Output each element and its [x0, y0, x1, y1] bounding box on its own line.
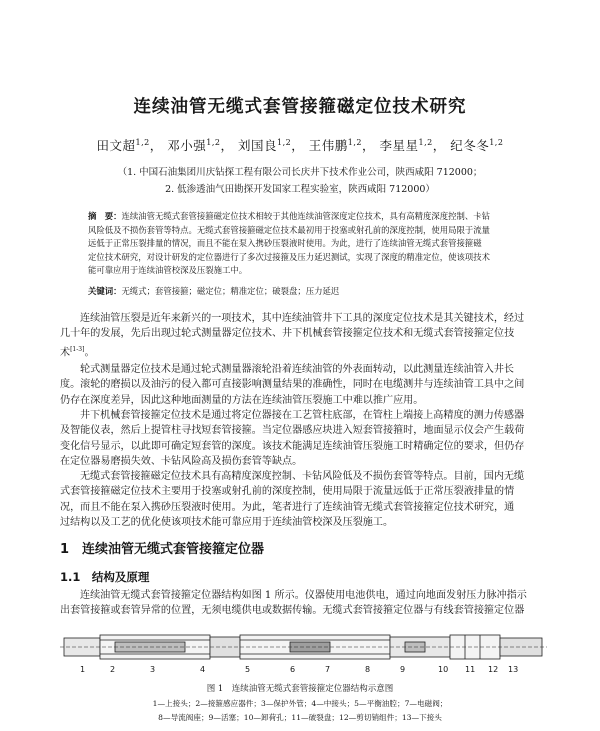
figure-part-number: 5: [245, 665, 251, 674]
paper-title: 连续油管无缆式套管接箍磁定位技术研究: [133, 97, 467, 117]
figure-part-number: 12: [488, 665, 499, 674]
abstract-line: 能可靠应用于连续油管校深及压裂施工中。: [88, 265, 248, 276]
affiliation-line: （1. 中国石油集团川庆钻探工程有限公司长庆井下技术作业公司，陕西咸阳 712000；: [117, 167, 483, 178]
figure-part-number: 9: [400, 665, 406, 674]
body-paragraph: 无缆式套管接箍磁定位技术具有高精度深度控制、卡钻风险低及不损伤套管等特点。目前，国内无缆 式套管接箍磁定位技术主要用于投塞或射孔前的深度控制，使用局限于流量远低于正常压裂液排量的情 况，而且不能在泵入携砂压裂液时使用。为此，笔者进行了连续油管无缆式套管接箍定位技术研究，通 过结构以及工艺的优化使该项技术能可靠应用于连续油管校深及压裂施工。: [60, 471, 525, 529]
figure-part-number: 11: [465, 665, 476, 674]
abstract-line: 远低于正常压裂排量的情况，而且不能在泵入携砂压裂液时使用。为此，进行了连续油管无缆式套管接箍磁: [88, 238, 482, 249]
abstract-line: 风险低及不损伤套管等特点。无缆式套管接箍磁定位技术最初用于投塞或射孔前的深度控制，使用局限于流量: [88, 224, 490, 235]
author-list: 田文超$^{1,2}$， 邓小强$^{1,2}$， 刘国良$^{1,2}$， 王伟鹏$^{1,2}$， 李星星$^{1,2}$， 纪冬冬$^{1,2}$: [96, 137, 504, 153]
body-paragraph: 轮式测量器定位技术是通过轮式测量器滚轮沿着连续油管的外表面转动，以此测量连续油管入井长 度。滚轮的磨损以及油污的侵入都可直接影响测量结果的准确性，同时在电缆测井与连续油管工具中之间 仍存在深度差异，因此这种地面测量的方法在连续油管压裂施工中难以推广应用。: [60, 364, 525, 406]
figure-part-number: 3: [150, 665, 156, 674]
figure-part-number: 6: [290, 665, 296, 674]
body-paragraph: 连续油管无缆式套管接箍定位器结构如图 1 所示。仪器使用电池供电，通过向地面发射压力脉冲指示 出套管接箍或套管异常的位置，无须电缆供电或数据传输。无缆式套管接箍定位器与有线套管接箍定位器: [60, 590, 527, 617]
section-heading: 1 连续油管无缆式套管接箍定位器: [60, 542, 265, 557]
affiliation-line: 2. 低渗透油气田勘探开发国家工程实验室，陕西咸阳 712000）: [165, 184, 435, 195]
body-paragraph: 井下机械套管接箍定位技术是通过将定位器接在工艺管柱底部，在管柱上端接上高精度的测力传感器 及智能仪表，然后上提管柱寻找短套管接箍。当定位器感应块进入短套管接箍时，地面显示仪会产生载荷 变化信号显示，以此即可确定短套管的深度。该技术能满足连续油管压裂施工时精确定位的要求，但仍存 在定位器易磨损失效、卡钻风险高及损伤套管等缺点。: [60, 410, 525, 468]
abstract-line: 定位技术研究，对设计研发的定位器进行了多次过接箍及压力延迟测试，实现了深度的精准定位，使该项技术: [88, 251, 490, 262]
author: 纪冬冬$^{1,2}$: [450, 137, 504, 153]
abstract: [88, 210, 520, 278]
keywords-label: 关键词：: [88, 286, 122, 296]
figure-part-number: 1: [80, 665, 86, 674]
figure-part-number: 13: [508, 665, 519, 674]
abstract-label: 摘 要：: [88, 211, 122, 221]
author: 田文超$^{1,2}$: [96, 137, 150, 153]
abstract-line: 摘 要：连续油管无缆式套管接箍磁定位技术相较于其他连续油管深度定位技术，具有高精度深度控制、卡钻: [88, 211, 490, 221]
figure-part-number: 10: [438, 665, 449, 674]
figure-part-number: 8: [365, 665, 371, 674]
keywords-text: 无缆式；套管接箍；磁定位；精准定位；破裂盘；压力延迟: [121, 286, 340, 296]
figure-legend-line: 1—上接头；2—接箍感应器件；3—保护外管；4—中接头；5—平衡油腔；7—电磁阀；: [152, 699, 448, 708]
figure-caption: 图 1 连续油管无缆式套管接箍定位器结构示意图: [206, 684, 394, 694]
tool-body: [60, 635, 547, 659]
figure-part-number: 4: [200, 665, 206, 674]
subsection-heading: 1.1 结构及原理: [60, 570, 150, 584]
figure-part-number: 7: [325, 665, 331, 674]
author: 刘国良$^{1,2}$: [238, 137, 292, 153]
keywords: [88, 285, 520, 297]
figure-part-number: 2: [110, 665, 116, 674]
author: 李星星$^{1,2}$: [379, 137, 433, 153]
body-paragraph: 连续油管压裂是近年来新兴的一项技术，其中连续油管井下工具的深度定位技术是其关键技术，经过 几十年的发展，先后出现过轮式测量器定位技术、井下机械套管接箍定位技术和无缆式套管接箍定位技 术[1-3]。: [60, 313, 525, 359]
author: 王伟鹏$^{1,2}$: [308, 137, 362, 153]
author: 邓小强$^{1,2}$: [167, 137, 221, 153]
citation: [1-3]: [70, 345, 85, 353]
figure-legend-line: 8—导流阀座；9—活塞；10—卸荷孔；11—破裂盘；12—剪切销组件；13—下接头: [158, 713, 442, 722]
